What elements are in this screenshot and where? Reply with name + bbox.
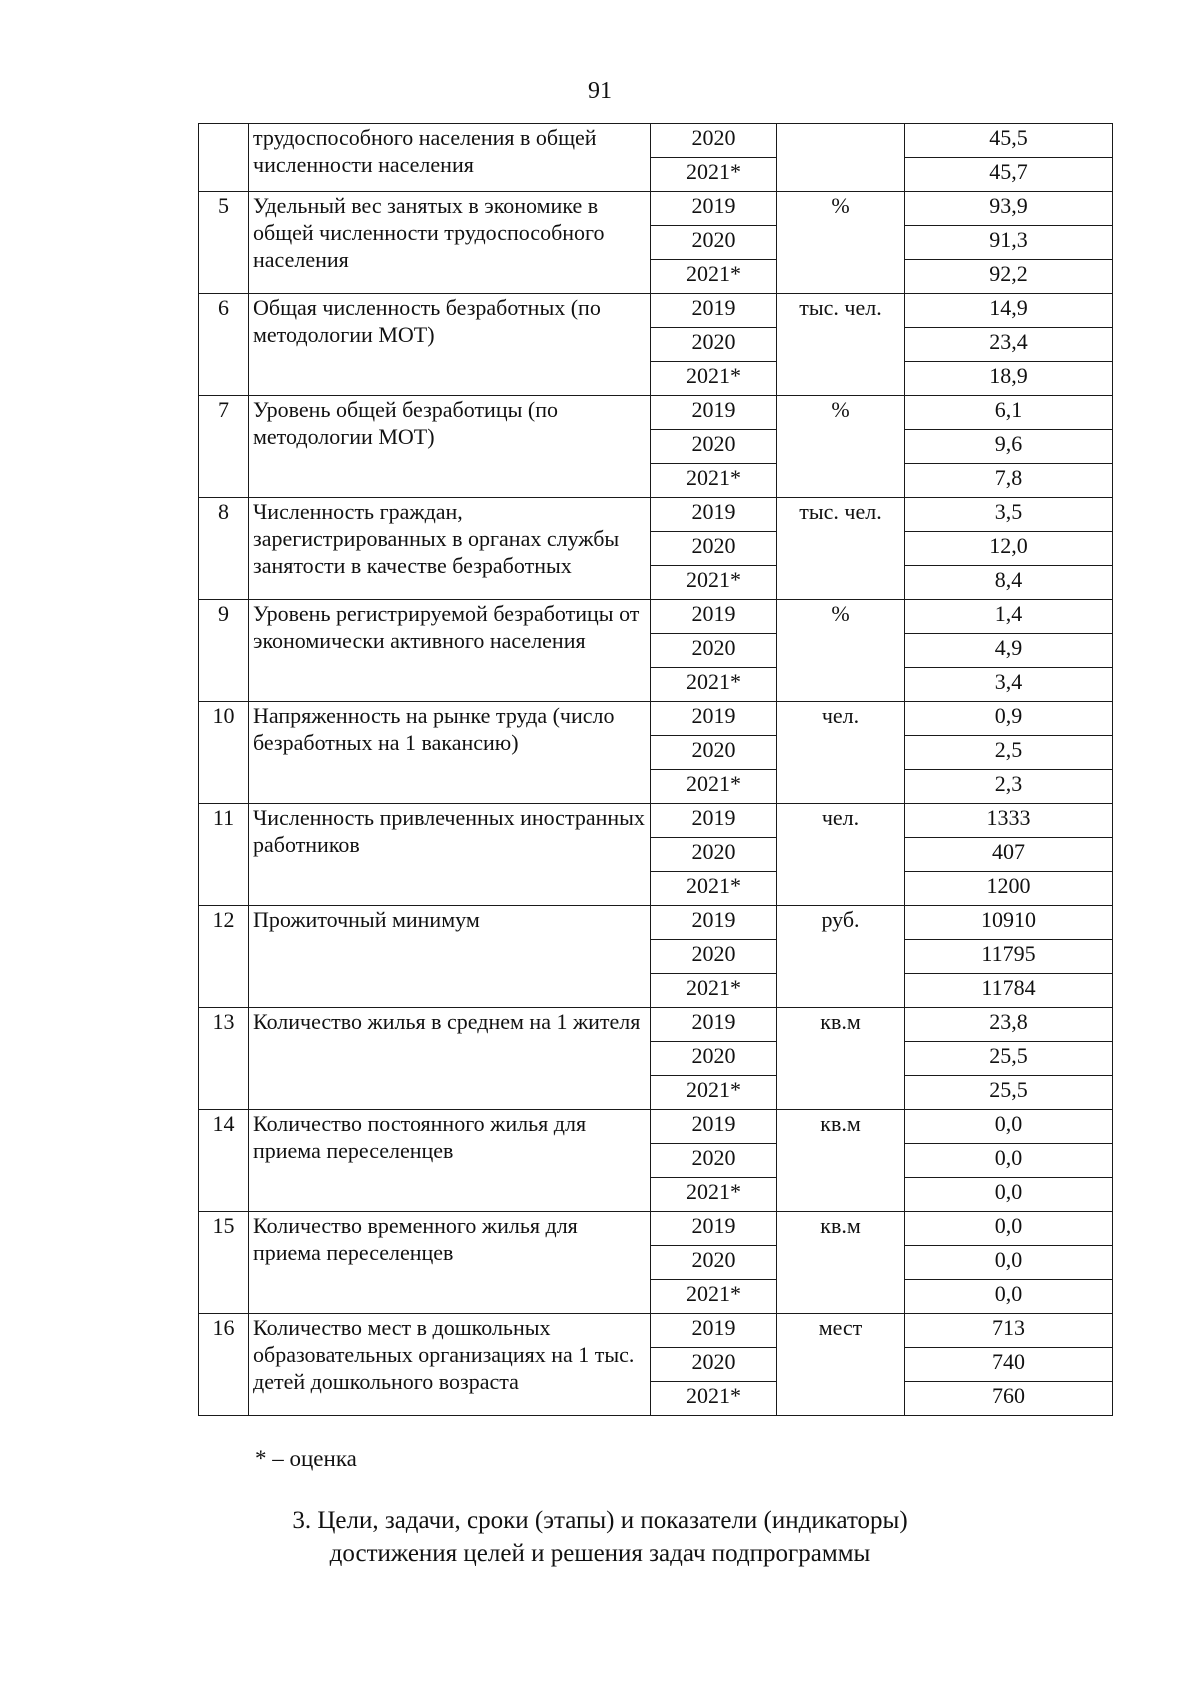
year-cell: 2021* (651, 260, 777, 294)
row-number: 16 (199, 1314, 249, 1416)
unit-cell: тыс. чел. (777, 294, 905, 396)
value-cell: 25,5 (905, 1042, 1113, 1076)
table-row (199, 1314, 1113, 1348)
value-cell: 6,1 (905, 396, 1113, 430)
year-cell: 2021* (651, 1178, 777, 1212)
year-cell: 2021* (651, 1076, 777, 1110)
year-cell: 2020 (651, 328, 777, 362)
year-cell: 2020 (651, 1144, 777, 1178)
year-cell: 2021* (651, 158, 777, 192)
table-row (199, 702, 1113, 736)
year-cell: 2019 (651, 702, 777, 736)
year-cell: 2021* (651, 974, 777, 1008)
unit-cell: % (777, 396, 905, 498)
value-cell: 8,4 (905, 566, 1113, 600)
unit-cell: мест (777, 1314, 905, 1416)
indicator-name: Прожиточный минимум (249, 906, 651, 1008)
value-cell: 0,0 (905, 1144, 1113, 1178)
value-cell: 407 (905, 838, 1113, 872)
unit-cell: чел. (777, 804, 905, 906)
unit-cell: тыс. чел. (777, 498, 905, 600)
unit-cell: % (777, 192, 905, 294)
value-cell: 7,8 (905, 464, 1113, 498)
value-cell: 0,9 (905, 702, 1113, 736)
table-row (199, 1110, 1113, 1144)
year-cell: 2021* (651, 362, 777, 396)
year-cell: 2020 (651, 124, 777, 158)
indicator-name: Общая численность безработных (по методологии МОТ) (249, 294, 651, 396)
row-number: 9 (199, 600, 249, 702)
row-number: 10 (199, 702, 249, 804)
value-cell: 4,9 (905, 634, 1113, 668)
indicator-name: трудоспособного населения в общей численности населения (249, 124, 651, 192)
row-number: 6 (199, 294, 249, 396)
row-number: 13 (199, 1008, 249, 1110)
value-cell: 45,7 (905, 158, 1113, 192)
footnote: * – оценка (255, 1446, 357, 1471)
year-cell: 2021* (651, 566, 777, 600)
row-number: 8 (199, 498, 249, 600)
year-cell: 2020 (651, 226, 777, 260)
year-cell: 2020 (651, 1348, 777, 1382)
row-number: 15 (199, 1212, 249, 1314)
year-cell: 2020 (651, 634, 777, 668)
year-cell: 2019 (651, 294, 777, 328)
row-number: 7 (199, 396, 249, 498)
unit-cell: руб. (777, 906, 905, 1008)
year-cell: 2019 (651, 1110, 777, 1144)
value-cell: 12,0 (905, 532, 1113, 566)
value-cell: 11784 (905, 974, 1113, 1008)
year-cell: 2019 (651, 1314, 777, 1348)
table-row (199, 124, 1113, 158)
table-row (199, 804, 1113, 838)
year-cell: 2020 (651, 736, 777, 770)
table-row (199, 396, 1113, 430)
table-row (199, 906, 1113, 940)
year-cell: 2021* (651, 1382, 777, 1416)
table-row (199, 1212, 1113, 1246)
year-cell: 2019 (651, 1008, 777, 1042)
year-cell: 2019 (651, 600, 777, 634)
value-cell: 10910 (905, 906, 1113, 940)
row-number: 11 (199, 804, 249, 906)
page-number: 91 (588, 78, 612, 104)
year-cell: 2019 (651, 192, 777, 226)
unit-cell: кв.м (777, 1008, 905, 1110)
unit-cell: кв.м (777, 1110, 905, 1212)
year-cell: 2020 (651, 1042, 777, 1076)
row-number: 12 (199, 906, 249, 1008)
value-cell: 740 (905, 1348, 1113, 1382)
year-cell: 2021* (651, 872, 777, 906)
section-heading (0, 1504, 1200, 1570)
value-cell: 760 (905, 1382, 1113, 1416)
year-cell: 2020 (651, 838, 777, 872)
value-cell: 1200 (905, 872, 1113, 906)
value-cell: 91,3 (905, 226, 1113, 260)
row-number: 14 (199, 1110, 249, 1212)
indicator-name: Количество жилья в среднем на 1 жителя (249, 1008, 651, 1110)
value-cell: 0,0 (905, 1246, 1113, 1280)
value-cell: 713 (905, 1314, 1113, 1348)
indicator-name: Напряженность на рынке труда (число безработных на 1 вакансию) (249, 702, 651, 804)
indicator-name: Уровень общей безработицы (по методологии МОТ) (249, 396, 651, 498)
unit-cell: % (777, 600, 905, 702)
indicator-name: Количество постоянного жилья для приема переселенцев (249, 1110, 651, 1212)
year-cell: 2021* (651, 1280, 777, 1314)
value-cell: 92,2 (905, 260, 1113, 294)
table-row (199, 294, 1113, 328)
row-number: 5 (199, 192, 249, 294)
year-cell: 2019 (651, 498, 777, 532)
value-cell: 0,0 (905, 1110, 1113, 1144)
section-heading-line-1: 3. Цели, задачи, сроки (этапы) и показатели (индикаторы) (292, 1507, 908, 1534)
indicators-table (198, 123, 1113, 1416)
year-cell: 2020 (651, 940, 777, 974)
year-cell: 2019 (651, 1212, 777, 1246)
year-cell: 2021* (651, 668, 777, 702)
value-cell: 3,5 (905, 498, 1113, 532)
table-row (199, 192, 1113, 226)
value-cell: 9,6 (905, 430, 1113, 464)
year-cell: 2020 (651, 532, 777, 566)
value-cell: 0,0 (905, 1280, 1113, 1314)
value-cell: 18,9 (905, 362, 1113, 396)
value-cell: 1,4 (905, 600, 1113, 634)
value-cell: 2,5 (905, 736, 1113, 770)
unit-cell: чел. (777, 702, 905, 804)
section-heading-line-2: достижения целей и решения задач подпрограммы (329, 1540, 871, 1567)
indicator-name: Удельный вес занятых в экономике в общей численности трудоспособного населения (249, 192, 651, 294)
value-cell: 25,5 (905, 1076, 1113, 1110)
unit-cell: кв.м (777, 1212, 905, 1314)
indicator-name: Количество временного жилья для приема переселенцев (249, 1212, 651, 1314)
value-cell: 23,8 (905, 1008, 1113, 1042)
year-cell: 2019 (651, 906, 777, 940)
value-cell: 2,3 (905, 770, 1113, 804)
year-cell: 2020 (651, 430, 777, 464)
value-cell: 11795 (905, 940, 1113, 974)
value-cell: 23,4 (905, 328, 1113, 362)
indicator-name: Количество мест в дошкольных образовательных организациях на 1 тыс. детей дошкольного возраста (249, 1314, 651, 1416)
indicator-name: Численность привлеченных иностранных работников (249, 804, 651, 906)
year-cell: 2019 (651, 804, 777, 838)
value-cell: 93,9 (905, 192, 1113, 226)
unit-cell (777, 124, 905, 192)
table-row (199, 1008, 1113, 1042)
year-cell: 2021* (651, 770, 777, 804)
indicators-table-body (199, 124, 1113, 1416)
value-cell: 0,0 (905, 1178, 1113, 1212)
indicator-name: Уровень регистрируемой безработицы от экономически активного населения (249, 600, 651, 702)
year-cell: 2019 (651, 396, 777, 430)
value-cell: 14,9 (905, 294, 1113, 328)
table-row (199, 600, 1113, 634)
table-row (199, 498, 1113, 532)
year-cell: 2020 (651, 1246, 777, 1280)
value-cell: 3,4 (905, 668, 1113, 702)
row-number (199, 124, 249, 192)
indicator-name: Численность граждан, зарегистрированных в органах службы занятости в качестве безработных (249, 498, 651, 600)
value-cell: 0,0 (905, 1212, 1113, 1246)
year-cell: 2021* (651, 464, 777, 498)
value-cell: 45,5 (905, 124, 1113, 158)
value-cell: 1333 (905, 804, 1113, 838)
